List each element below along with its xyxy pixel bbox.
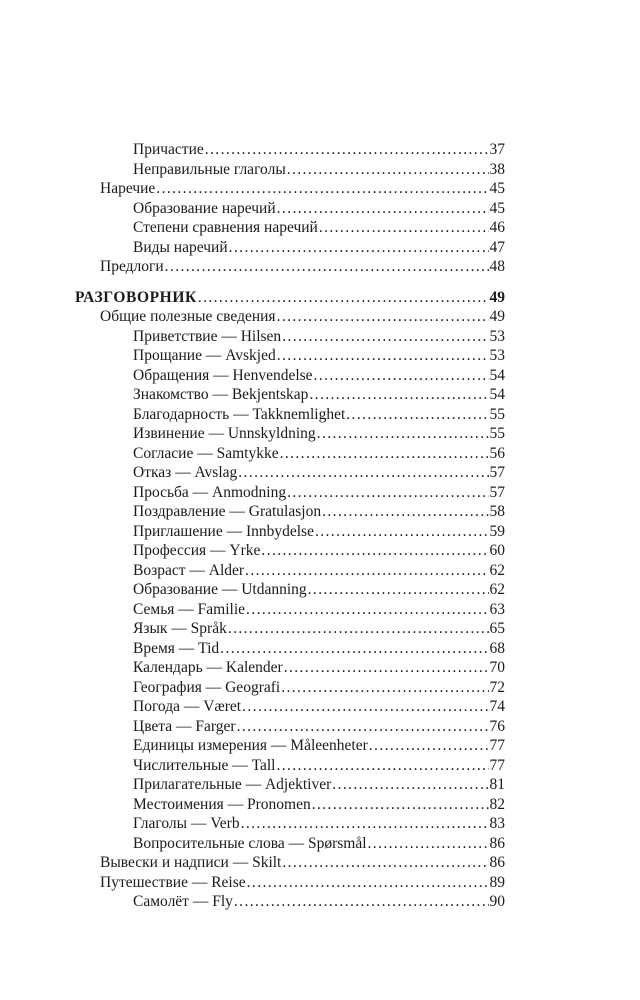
toc-entry-title: Вывески и надписи — Skilt xyxy=(100,854,282,871)
toc-entry xyxy=(75,756,505,776)
toc-entry-page: 57 xyxy=(489,483,505,501)
toc-entry xyxy=(75,199,505,219)
toc-entry-title: Поздравление — Gratulasjon xyxy=(133,503,322,520)
toc-entry-page: 77 xyxy=(489,737,505,754)
dot-leader xyxy=(220,639,488,659)
toc-entry-title: Приглашение — Innbydelse xyxy=(133,522,314,540)
dot-leader xyxy=(319,218,489,238)
toc-entry-title: Общие полезные сведения xyxy=(100,308,276,325)
toc-entry xyxy=(75,678,505,698)
dot-leader xyxy=(322,502,488,522)
dot-leader xyxy=(247,873,489,893)
toc-entry-title: Знакомство — Bekjentskap xyxy=(133,386,309,403)
toc-entry-title: Календарь — Kalender xyxy=(133,659,283,676)
toc-entry-page: 81 xyxy=(489,776,505,793)
dot-leader xyxy=(277,199,489,219)
toc-entry xyxy=(75,424,505,444)
toc-entry-title: Погода — Været xyxy=(133,698,242,715)
toc-entry-title: Цвета — Farger xyxy=(133,717,236,735)
dot-leader xyxy=(246,600,488,620)
toc-entry-title: Семья — Familie xyxy=(133,600,246,618)
toc-entry-page: 55 xyxy=(489,405,505,423)
toc-entry-title: Путешествие — Reise xyxy=(100,873,246,891)
toc-entry-page: 70 xyxy=(489,659,505,676)
toc-entry-page: 86 xyxy=(489,854,505,871)
toc-entry-page: 65 xyxy=(489,620,505,637)
toc-entry xyxy=(75,444,505,464)
toc-entry-page: 59 xyxy=(489,522,505,540)
toc-entry xyxy=(75,307,505,327)
toc-entry-page: 90 xyxy=(489,893,505,910)
toc-entry-title: Местоимения — Pronomen xyxy=(133,795,311,813)
dot-leader xyxy=(309,385,488,405)
toc-entry xyxy=(75,463,505,483)
toc-entry-page: 60 xyxy=(489,542,505,559)
toc-entry-page: 45 xyxy=(489,199,505,217)
dot-leader xyxy=(198,288,489,308)
dot-leader xyxy=(314,366,489,386)
toc-entry-title: Степени сравнения наречий xyxy=(133,219,318,236)
dot-leader xyxy=(287,483,488,503)
toc-entry-page: 68 xyxy=(489,639,505,657)
dot-leader xyxy=(308,580,489,600)
toc-entry xyxy=(75,257,505,277)
toc-entry-page: 56 xyxy=(489,444,505,462)
toc-entry xyxy=(75,385,505,405)
toc-entry-title: Образование наречий xyxy=(133,199,276,217)
toc-entry xyxy=(75,853,505,873)
toc-entry xyxy=(75,238,505,258)
toc-entry-page: 48 xyxy=(489,258,505,275)
toc-entry xyxy=(75,639,505,659)
toc-entry xyxy=(75,600,505,620)
dot-leader xyxy=(312,795,489,815)
toc-entry-title: Язык — Språk xyxy=(133,620,227,637)
dot-leader xyxy=(205,140,489,160)
toc-entry-page: 74 xyxy=(489,698,505,715)
dot-leader xyxy=(156,179,488,199)
toc-entry-title: Причастие xyxy=(133,141,204,158)
dot-leader xyxy=(280,444,489,464)
toc-entry-title: Просьба — Anmodning xyxy=(133,483,287,501)
toc-entry-title: Неправильные глаголы xyxy=(133,160,286,178)
toc-entry xyxy=(75,736,505,756)
toc-entry-page: 89 xyxy=(489,873,505,891)
toc-entry xyxy=(75,179,505,199)
toc-entry-title: Образование — Utdanning xyxy=(133,581,307,598)
toc-entry-title: Возраст — Alder xyxy=(133,561,245,579)
toc-entry xyxy=(75,697,505,717)
dot-leader xyxy=(282,853,488,873)
toc-entry-title: Профессия — Yrke xyxy=(133,542,261,559)
toc-entry-page: 54 xyxy=(489,386,505,403)
toc-entry-page: 58 xyxy=(489,503,505,520)
dot-leader xyxy=(165,257,489,277)
toc-entry-page: 55 xyxy=(489,425,505,442)
toc-entry xyxy=(75,405,505,425)
dot-leader xyxy=(228,619,489,639)
toc-entry xyxy=(75,775,505,795)
toc-entry-title: Прилагательные — Adjektiver xyxy=(133,776,332,793)
dot-leader xyxy=(276,756,488,776)
toc-entry-page: 53 xyxy=(489,347,505,364)
toc-entry-page: 46 xyxy=(489,219,505,236)
toc-entry xyxy=(75,873,505,893)
dot-leader xyxy=(241,814,489,834)
toc-entry-page: 82 xyxy=(489,795,505,813)
toc-entry-title: Наречие xyxy=(100,180,156,197)
toc-entry-page: 83 xyxy=(489,815,505,832)
toc-entry-page: 45 xyxy=(489,180,505,197)
toc-entry-title: Согласие — Samtykke xyxy=(133,444,279,462)
toc-entry xyxy=(75,561,505,581)
toc-entry-title: РАЗГОВОРНИК xyxy=(75,288,197,306)
toc-entry xyxy=(75,288,505,308)
toc-entry-page: 86 xyxy=(489,834,505,852)
dot-leader xyxy=(287,160,489,180)
toc-entry xyxy=(75,327,505,347)
toc-entry xyxy=(75,366,505,386)
toc-entry-title: Прощание — Avskjed xyxy=(133,347,276,364)
dot-leader xyxy=(245,561,488,581)
toc-entry-page: 38 xyxy=(489,160,505,178)
toc-entry xyxy=(75,483,505,503)
toc-entry-title: Единицы измерения — Måleenheter xyxy=(133,737,368,754)
toc-entry-title: Глаголы — Verb xyxy=(133,815,240,832)
toc-entry-page: 47 xyxy=(489,238,505,256)
toc-entry-title: Вопросительные слова — Spørsmål xyxy=(133,834,367,852)
dot-leader xyxy=(277,307,489,327)
toc-entry-title: Благодарность — Takknemlighet xyxy=(133,405,346,423)
toc-entry xyxy=(75,619,505,639)
dot-leader xyxy=(346,405,488,425)
toc-entry-title: Приветствие — Hilsen xyxy=(133,327,282,345)
toc-entry xyxy=(75,834,505,854)
dot-leader xyxy=(242,697,488,717)
dot-leader xyxy=(332,775,488,795)
toc-entry-page: 53 xyxy=(489,327,505,345)
dot-leader xyxy=(368,834,489,854)
toc-entry xyxy=(75,541,505,561)
dot-leader xyxy=(234,892,489,912)
dot-leader xyxy=(369,736,489,756)
toc-list xyxy=(75,140,505,912)
toc-entry xyxy=(75,814,505,834)
toc-entry-title: Числительные — Tall xyxy=(133,756,276,774)
toc-entry-page: 72 xyxy=(489,678,505,696)
toc-entry xyxy=(75,892,505,912)
dot-leader xyxy=(281,678,488,698)
toc-entry-title: География — Geografi xyxy=(133,678,281,696)
dot-leader xyxy=(229,238,489,258)
toc-entry-title: Виды наречий xyxy=(133,238,228,256)
dot-leader xyxy=(317,424,489,444)
toc-entry xyxy=(75,522,505,542)
toc-entry-title: Извинение — Unnskyldning xyxy=(133,425,316,442)
toc-entry xyxy=(75,218,505,238)
dot-leader xyxy=(315,522,489,542)
toc-entry-page: 49 xyxy=(489,288,505,306)
toc-entry-page: 62 xyxy=(489,561,505,579)
toc-entry xyxy=(75,658,505,678)
dot-leader xyxy=(277,346,489,366)
dot-leader xyxy=(237,717,489,737)
toc-entry xyxy=(75,717,505,737)
dot-leader xyxy=(238,463,488,483)
toc-entry-page: 37 xyxy=(489,141,505,158)
toc-entry-page: 77 xyxy=(489,756,505,774)
dot-leader xyxy=(282,327,488,347)
toc-entry xyxy=(75,346,505,366)
toc-entry-title: Обращения — Henvendelse xyxy=(133,366,313,384)
toc-entry xyxy=(75,502,505,522)
toc-entry xyxy=(75,580,505,600)
toc-entry-page: 63 xyxy=(489,600,505,618)
toc-entry-title: Время — Tid xyxy=(133,639,220,657)
toc-entry-title: Самолёт — Fly xyxy=(133,893,233,910)
toc-entry xyxy=(75,160,505,180)
toc-entry-title: Отказ — Avslag xyxy=(133,464,238,481)
toc-entry-title: Предлоги xyxy=(100,258,164,275)
toc-entry-page: 62 xyxy=(489,581,505,598)
toc-entry-page: 76 xyxy=(489,717,505,735)
toc-entry-page: 57 xyxy=(489,464,505,481)
toc-entry xyxy=(75,140,505,160)
toc-entry-page: 54 xyxy=(489,366,505,384)
toc-entry-page: 49 xyxy=(489,308,505,325)
toc-entry xyxy=(75,795,505,815)
dot-leader xyxy=(261,541,488,561)
dot-leader xyxy=(284,658,489,678)
